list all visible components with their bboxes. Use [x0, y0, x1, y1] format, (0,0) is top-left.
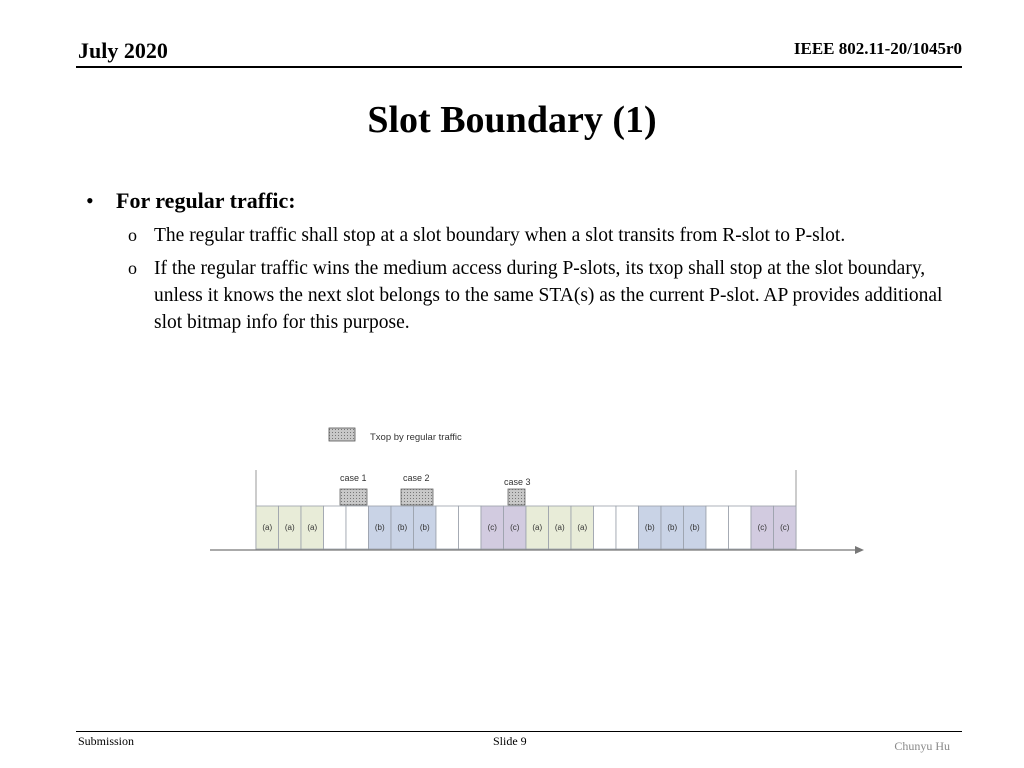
slot-label: (a) [262, 523, 273, 532]
slot-label: (c) [487, 523, 497, 532]
slot-label: (b) [374, 523, 385, 532]
slot-cell [594, 506, 617, 549]
slot-cell [324, 506, 347, 549]
slot-cell [436, 506, 459, 549]
case-1-label: case 1 [340, 473, 367, 483]
slot-label: (a) [554, 523, 565, 532]
sub-bullet-marker: o [128, 225, 137, 245]
sub-bullet-1 [128, 222, 946, 249]
slide-title: Slot Boundary (1) [367, 99, 657, 141]
bullet-heading: For regular traffic: [116, 188, 296, 213]
header-date: July 2020 [78, 38, 168, 63]
slot-label: (c) [510, 523, 520, 532]
sub-bullet-text-2: If the regular traffic wins the medium access during P-slots, its txop shall stop at the slot boundary, unless it knows the next slot belongs to the same STA(s) as the current P-slot. AP provides additional slot bitmap info for this purpose. [154, 258, 943, 333]
footer-divider [76, 731, 962, 732]
legend-label: Txop by regular traffic [370, 432, 462, 443]
case-2-label: case 2 [403, 473, 430, 483]
sub-bullet-marker: o [128, 258, 137, 278]
bullet-list [86, 186, 946, 336]
slot-diagram [200, 420, 880, 560]
bullet-heading-row [86, 186, 946, 216]
slot-cell [459, 506, 482, 549]
sub-bullet-2 [128, 255, 946, 336]
case-3-label: case 3 [504, 477, 531, 487]
legend-swatch [329, 428, 355, 441]
slot-label: (a) [307, 523, 318, 532]
slot-label: (b) [419, 523, 430, 532]
slot-label: (a) [577, 523, 588, 532]
slot-row [256, 506, 796, 549]
footer-slide-number: Slide 9 [493, 734, 527, 748]
slot-label: (b) [667, 523, 678, 532]
slot-label: (c) [780, 523, 790, 532]
bullet-marker: • [86, 188, 94, 213]
case-3-txop [508, 489, 525, 505]
sub-bullet-text-1: The regular traffic shall stop at a slot boundary when a slot transits from R-slot to P-slot. [154, 225, 846, 246]
slot-cell [346, 506, 369, 549]
slot-label: (a) [284, 523, 295, 532]
slot-cell [706, 506, 729, 549]
footer-author: Chunyu Hu [894, 739, 950, 753]
document-id: IEEE 802.11-20/1045r0 [793, 39, 962, 58]
slot-label: (a) [532, 523, 543, 532]
slot-cell [729, 506, 752, 549]
case-1-txop [340, 489, 367, 505]
case-2-txop [401, 489, 433, 505]
slot-label: (b) [689, 523, 700, 532]
slot-label: (b) [397, 523, 408, 532]
slot-label: (b) [644, 523, 655, 532]
header-divider [76, 66, 962, 68]
footer-submission: Submission [78, 734, 135, 748]
timeline-arrowhead [855, 546, 864, 554]
slot-cell [616, 506, 639, 549]
slot-label: (c) [757, 523, 767, 532]
